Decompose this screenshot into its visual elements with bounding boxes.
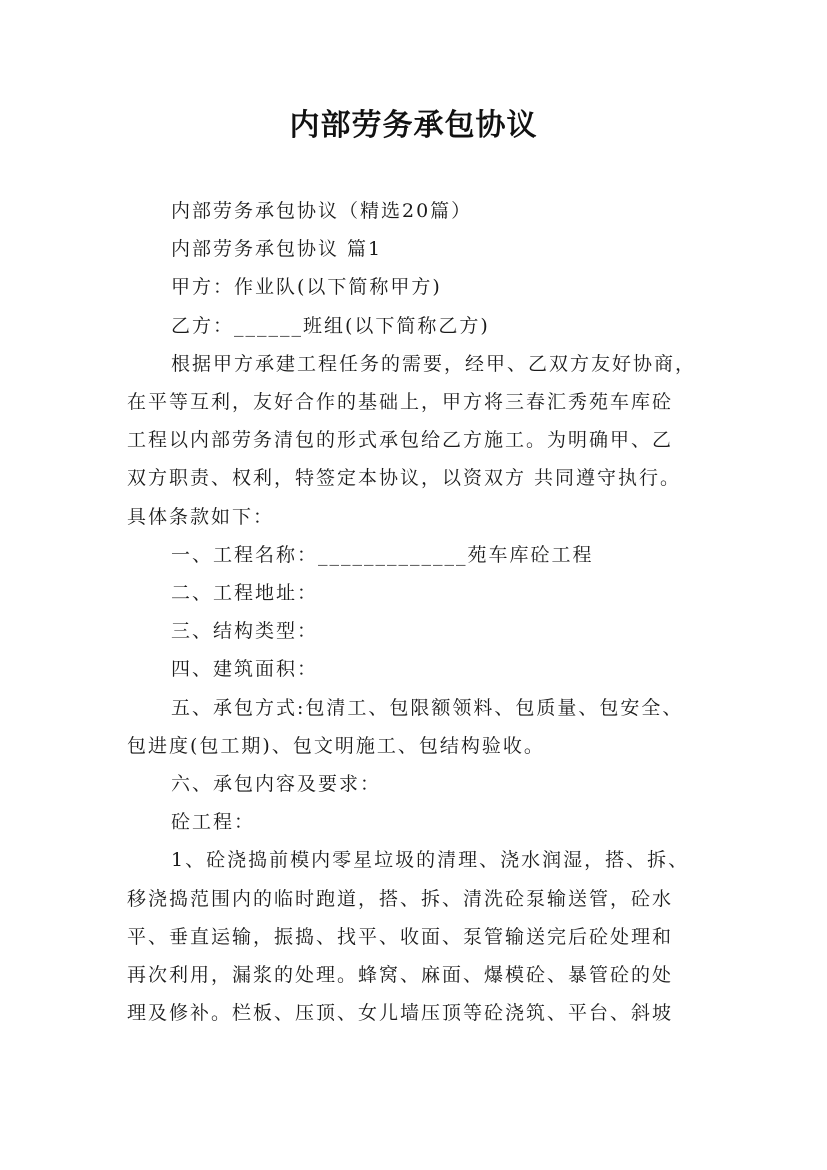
paragraph (127, 803, 717, 841)
text-line: 乙方：______班组(以下简称乙方) (171, 314, 490, 337)
text-line: 五、承包方式:包清工、包限额领料、包质量、包安全、 (171, 696, 684, 719)
paragraph (127, 307, 717, 345)
text-line: 四、建筑面积： (171, 658, 319, 681)
paragraph (127, 765, 717, 803)
text-line: 工程以内部劳务清包的形式承包给乙方施工。为明确甲、乙 (127, 429, 674, 452)
paragraph (127, 650, 717, 688)
text-line: 六、承包内容及要求： (171, 773, 382, 796)
paragraph (127, 230, 717, 268)
text-line: 一、工程名称：_____________苑车库砼工程 (171, 543, 594, 566)
text-line: 再次利用，漏浆的处理。蜂窝、麻面、爆模砼、暴管砼的处 (127, 964, 674, 987)
text-line: 根据甲方承建工程任务的需要，经甲、乙双方友好协商， (171, 352, 697, 375)
text-line: 理及修补。栏板、压顶、女儿墙压顶等砼浇筑、平台、斜坡 (127, 1002, 674, 1025)
text-line: 双方职责、权利，特签定本协议，以资双方 共同遵守执行。 (127, 467, 682, 490)
text-line: 具体条款如下： (127, 505, 275, 528)
text-line: 在平等互利，友好合作的基础上，甲方将三春汇秀苑车库砼 (127, 391, 674, 414)
paragraph (127, 268, 717, 306)
text-line: 1、砼浇捣前模内零星垃圾的清理、浇水润湿，搭、拆、 (171, 849, 690, 872)
text-line: 包进度(包工期)、包文明施工、包结构验收。 (127, 734, 545, 757)
paragraph (127, 574, 717, 612)
text-line: 二、工程地址： (171, 582, 319, 605)
text-line: 甲方：作业队(以下简称甲方) (171, 276, 442, 299)
text-line: 砼工程： (171, 811, 256, 834)
text-line: 移浇捣范围内的临时跑道，搭、拆、清洗砼泵输送管，砼水 (127, 887, 674, 910)
paragraph (127, 612, 717, 650)
document-body (127, 192, 717, 1032)
text-line: 三、结构类型： (171, 620, 319, 643)
text-line: 内部劳务承包协议（精选20篇） (171, 200, 473, 222)
text-line: 平、垂直运输，振捣、找平、收面、泵管输送完后砼处理和 (127, 925, 674, 948)
paragraph (127, 192, 717, 230)
document-title: 内部劳务承包协议 (289, 108, 538, 143)
paragraph (127, 536, 717, 574)
text-line: 内部劳务承包协议 篇1 (171, 238, 383, 261)
paragraph (127, 841, 717, 1032)
paragraph (127, 345, 717, 536)
paragraph (127, 689, 717, 765)
